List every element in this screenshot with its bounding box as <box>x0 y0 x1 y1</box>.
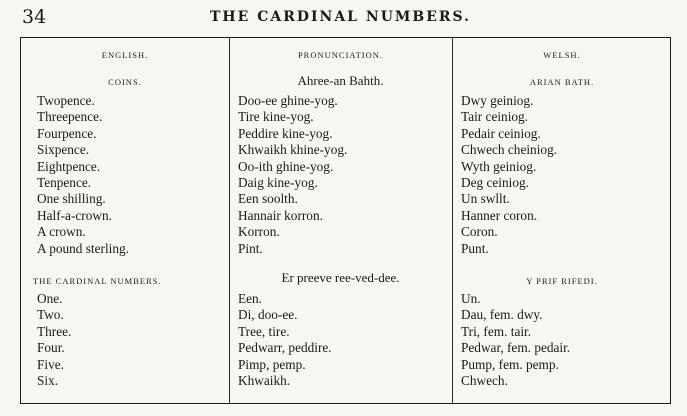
cardinal-heading-pronunciation: Er preeve ree-ved-dee. <box>281 270 400 285</box>
page-number: 34 <box>22 6 47 28</box>
list-item: Pump, fem. pemp. <box>461 356 559 372</box>
list-item: Threepence. <box>37 109 103 125</box>
welsh-column <box>452 38 672 403</box>
list-item: Twopence. <box>37 93 95 108</box>
list-item: Two. <box>37 307 64 323</box>
list-item: Tri, fem. tair. <box>461 323 532 339</box>
coins-pronunciation-list <box>229 93 452 257</box>
list-item: Tair ceiniog. <box>461 109 529 125</box>
list-item: Dau, fem. dwy. <box>461 307 543 323</box>
list-item: Fourpence. <box>37 125 97 141</box>
list-item: Daig kine-yog. <box>238 174 318 190</box>
list-item: A pound sterling. <box>37 240 129 256</box>
list-item: Wyth geiniog. <box>461 158 537 174</box>
page-header <box>0 0 687 34</box>
list-item: Tire kine-yog. <box>238 109 314 125</box>
list-item: Eightpence. <box>37 158 101 174</box>
list-item: Khwaikh khine-yog. <box>238 142 348 158</box>
list-item: Oo-ith ghine-yog. <box>238 158 334 174</box>
list-item: Pint. <box>238 240 263 256</box>
list-item: A crown. <box>37 224 86 240</box>
list-item: Punt. <box>461 240 489 256</box>
cardinal-pronunciation-list <box>229 291 452 389</box>
english-column <box>21 38 230 403</box>
cardinal-heading-english: THE CARDINAL NUMBERS. <box>33 276 162 286</box>
coins-heading-welsh: ARIAN BATH. <box>529 77 595 87</box>
cardinal-heading-welsh: Y PRIF RIFEDI. <box>526 276 598 286</box>
list-item: Six. <box>37 372 59 388</box>
pronunciation-column <box>229 38 453 403</box>
list-item: Deg ceiniog. <box>461 174 529 190</box>
cardinal-welsh-list <box>452 291 672 389</box>
list-item: Tree, tire. <box>238 323 290 339</box>
numbers-table <box>20 37 671 404</box>
pronunciation-column-header: PRONUNCIATION. <box>297 50 384 60</box>
running-head: THE CARDINAL NUMBERS. <box>210 9 472 25</box>
list-item: Een soolth. <box>238 191 298 207</box>
english-column-header: ENGLISH. <box>101 50 149 60</box>
welsh-column-header: WELSH. <box>543 50 581 60</box>
list-item: Chwech. <box>461 372 508 388</box>
cardinal-english-list <box>21 291 229 389</box>
list-item: Pimp, pemp. <box>238 356 306 372</box>
list-item: One shilling. <box>37 191 106 207</box>
list-item: Een. <box>238 291 262 306</box>
list-item: One. <box>37 291 63 306</box>
list-item: Di, doo-ee. <box>238 307 298 323</box>
list-item: Doo-ee ghine-yog. <box>238 93 338 108</box>
coins-welsh-list <box>452 93 672 257</box>
list-item: Un. <box>461 291 481 306</box>
list-item: Four. <box>37 340 65 356</box>
list-item: Coron. <box>461 224 498 240</box>
coins-heading-pronunciation: Ahree-an Bahth. <box>297 73 384 88</box>
list-item: Five. <box>37 356 64 372</box>
list-item: Dwy geiniog. <box>461 93 534 108</box>
list-item: Pedwarr, peddire. <box>238 340 332 356</box>
list-item: Un swllt. <box>461 191 510 207</box>
list-item: Pedair ceiniog. <box>461 125 541 141</box>
list-item: Peddire kine-yog. <box>238 125 333 141</box>
list-item: Khwaikh. <box>238 372 291 388</box>
list-item: Korron. <box>238 224 280 240</box>
list-item: Half-a-crown. <box>37 207 112 223</box>
list-item: Three. <box>37 323 72 339</box>
coins-heading-english: COINS. <box>108 77 142 87</box>
coins-english-list <box>21 93 229 257</box>
list-item: Pedwar, fem. pedair. <box>461 340 571 356</box>
list-item: Hannair korron. <box>238 207 323 223</box>
list-item: Tenpence. <box>37 174 92 190</box>
list-item: Chwech cheiniog. <box>461 142 558 158</box>
list-item: Sixpence. <box>37 142 90 158</box>
list-item: Hanner coron. <box>461 207 538 223</box>
